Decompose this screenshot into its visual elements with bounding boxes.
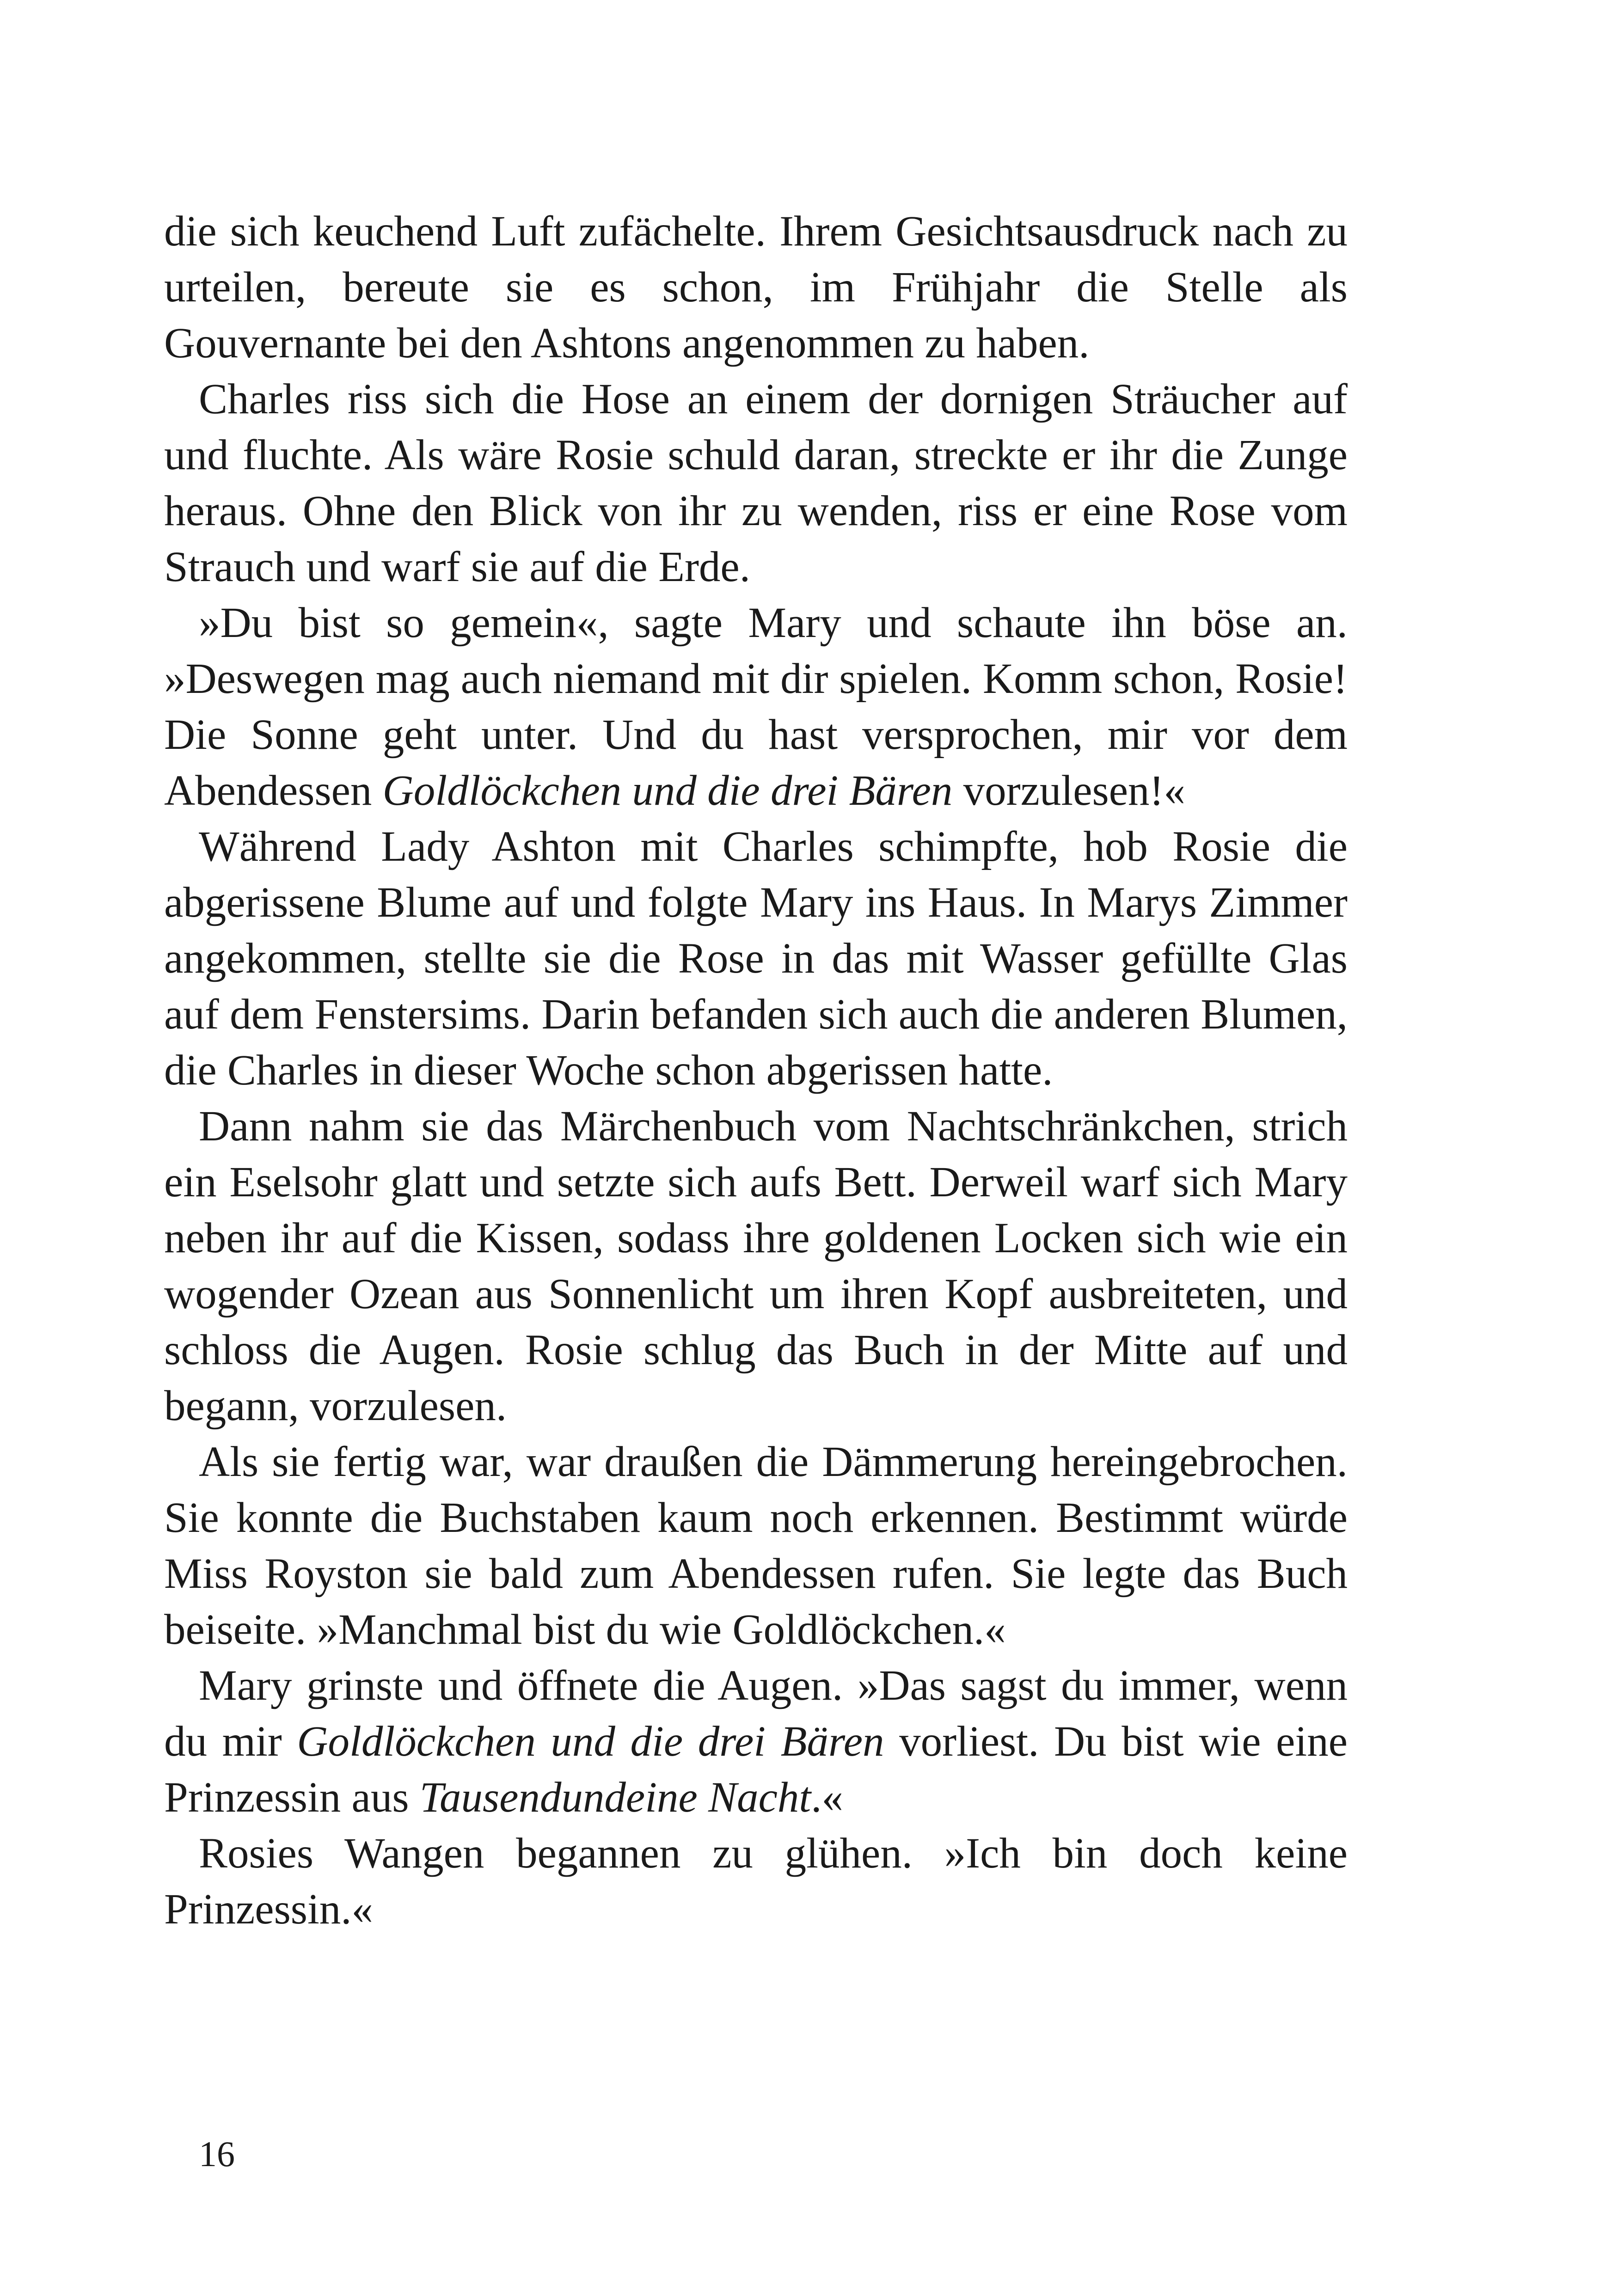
paragraph-5: Dann nahm sie das Märchenbuch vom Nachtschränkchen, strich ein Eselsohr glatt und setzte sich aufs Bett. Derweil warf sich Mary neben ihr auf die Kissen, sodass ihre goldenen Locken sich wie ein wogender Ozean aus Sonnenlicht um ihren Kopf ausbreiteten, und schloss die Augen. Rosie schlug das Buch in der Mitte auf und begann, vorzulesen. <box>164 1102 1348 1430</box>
paragraph-7-text-a: Mary grinste und öffnete die Augen. »Das sagst du immer, wenn du mir <box>164 1662 1348 1765</box>
paragraph-4: Während Lady Ashton mit Charles schimpfte, hob Rosie die abgerissene Blume auf und folgte Mary ins Haus. In Marys Zimmer angekommen, stellte sie die Rose in das mit Wasser gefüllte Glas auf dem Fenstersims. Darin befanden sich auch die anderen Blumen, die Charles in dieser Woche schon abgerissen hatte. <box>164 823 1348 1094</box>
book-title-italic: Tausendundeine Nacht <box>419 1774 811 1821</box>
book-title-italic: Goldlöckchen und die drei Bären <box>382 767 953 814</box>
paragraph-1: die sich keuchend Luft zufächelte. Ihrem Gesichtsausdruck nach zu urteilen, bereute sie es schon, im Frühjahr die Stelle als Gouvernante bei den Ashtons angenommen zu haben. <box>164 208 1348 367</box>
page-number: 16 <box>199 2134 235 2174</box>
paragraph-7-text-b: vorliest. Du bist wie eine Prinzessin aus <box>164 1718 1348 1821</box>
body-text <box>164 203 1348 1937</box>
paragraph-7 <box>164 1658 1348 1825</box>
paragraph-3-text-a: »Du bist so gemein«, sagte Mary und schaute ihn böse an. »Deswegen mag auch niemand mit dir spielen. Komm schon, Rosie! Die Sonne geht unter. Und du hast versprochen, mir vor dem Abendessen <box>164 599 1348 814</box>
paragraph-6: Als sie fertig war, war draußen die Dämmerung hereingebrochen. Sie konnte die Buchstaben kaum noch erkennen. Bestimmt würde Miss Royston sie bald zum Abendessen rufen. Sie legte das Buch beiseite. »Manchmal bist du wie Goldlöckchen.« <box>164 1438 1348 1653</box>
paragraph-7-text-c: .« <box>811 1774 843 1821</box>
book-title-italic: Goldlöckchen und die drei Bären <box>297 1718 884 1765</box>
paragraph-8: Rosies Wangen begannen zu glühen. »Ich bin doch keine Prinzessin.« <box>164 1830 1348 1933</box>
paragraph-3-text-b: vorzulesen!« <box>952 767 1185 814</box>
paragraph-3 <box>164 595 1348 819</box>
paragraph-2: Charles riss sich die Hose an einem der dornigen Sträucher auf und fluchte. Als wäre Rosie schuld daran, streckte er ihr die Zunge heraus. Ohne den Blick von ihr zu wenden, riss er eine Rose vom Strauch und warf sie auf die Erde. <box>164 375 1348 591</box>
